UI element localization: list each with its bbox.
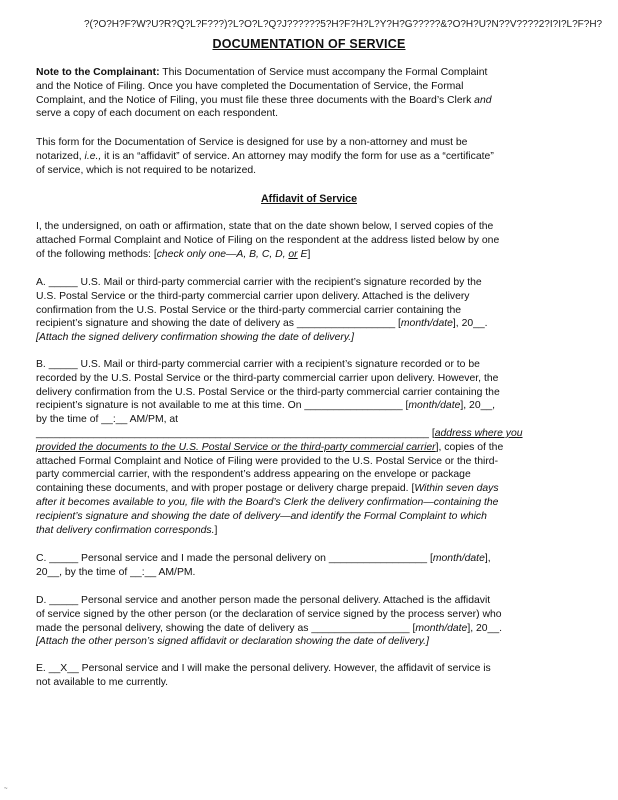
section-b-line-10b: Within seven days <box>414 483 499 495</box>
section-a-instruction: [Attach the signed delivery confirmation showing the date of delivery.] <box>36 332 355 344</box>
section-e-letter: E. <box>36 663 46 674</box>
section-c-line-1c: ], <box>484 553 491 564</box>
section-b-month-date: month/date <box>408 400 461 412</box>
section-b-line-1: B. _____ U.S. Mail or third-party commercial carrier with a recipient’s signature recorded or to be <box>36 359 480 370</box>
intro-line-2: attached Formal Complaint and Notice of Filing on the respondent at the address listed below by one <box>36 234 500 246</box>
section-a-line-3: confirmation from the U.S. Postal Service or the third-party commercial carrier containing the <box>36 304 462 316</box>
section-b-address-label: address where you <box>434 427 523 439</box>
section-d-line-3a: made the personal delivery, showing the date of delivery as _________________ [ <box>36 622 416 634</box>
section-b-line-13b: ] <box>214 524 218 536</box>
section-c-line-1a: C. _____ Personal service and I made the personal delivery on _________________ [ <box>36 553 433 564</box>
note-line-3: Complaint, and the Notice of Filing, you must file these three documents with the Board’s Clerk <box>36 94 472 106</box>
section-b-line-4c: ], 20__, <box>460 400 496 412</box>
section-d <box>36 594 588 649</box>
form-info-line-2: it is an “affidavit” of service. An attorney may modify the form for use as a “certificate” <box>104 150 494 162</box>
section-d-instruction: [Attach the other person’s signed affidavit or declaration showing the date of delivery.] <box>36 636 429 648</box>
page-title: DOCUMENTATION OF SERVICE <box>212 37 406 51</box>
form-info-line-3: of service, which is not required to be notarized. <box>36 164 257 176</box>
section-c <box>36 552 588 580</box>
intro-bracket: ] <box>307 248 311 260</box>
note-line-3-italic: and <box>474 94 492 106</box>
section-d-line-3c: ], 20__. <box>467 622 503 634</box>
note-label: Note to the Complainant: <box>36 67 160 78</box>
section-b-line-6a: ____________________________________________________________________ [ <box>36 427 435 439</box>
note-line-2: and the Notice of Filing. Once you have completed the Documentation of Service, the Formal <box>36 80 464 92</box>
footer-mark: ~ <box>4 786 8 792</box>
section-e <box>36 662 588 690</box>
section-c-month-date: month/date <box>432 553 485 564</box>
note-line-1: This Documentation of Service must accompany the Formal Complaint <box>162 67 488 78</box>
intro-check-only-one: check only one—A, B, C, D, <box>156 248 286 260</box>
section-b-line-8: attached Formal Complaint and Notice of Filing were provided to the U.S. Postal Service or the third- <box>36 455 499 467</box>
section-c-line-2: 20__, by the time of __:__ AM/PM. <box>36 566 196 578</box>
section-a-line-2: U.S. Postal Service or the third-party commercial carrier upon delivery. Attached is the delivery <box>36 290 470 302</box>
section-b-line-12: recipient’s signature and showing the date of delivery—and identify the Formal Complaint to which <box>36 510 487 522</box>
section-e-line-1: Personal service and I will make the personal delivery. However, the affidavit of service is <box>81 663 491 674</box>
section-b-line-13a: that delivery confirmation corresponds. <box>36 524 215 536</box>
section-b-line-2: recorded by the U.S. Postal Service or the third-party commercial carrier upon delivery. However, the <box>36 372 499 384</box>
section-b-line-10a: containing these documents, and with proper postage or delivery charge prepaid. [ <box>36 483 415 495</box>
section-a <box>36 276 588 345</box>
section-b-line-3: delivery confirmation from the U.S. Postal Service or the third-party commercial carrier containing the <box>36 386 500 398</box>
intro-line-1: I, the undersigned, on oath or affirmation, state that on the date shown below, I served copies of the <box>36 221 494 232</box>
intro-e: E <box>300 248 308 260</box>
form-info-line-1: This form for the Documentation of Service is designed for use by a non-attorney and must be <box>36 137 468 148</box>
note-paragraph <box>36 66 588 121</box>
section-b-line-5: by the time of __:__ AM/PM, at <box>36 414 179 426</box>
section-b-line-7b: ], copies of the <box>435 441 504 453</box>
intro-or: or <box>288 248 298 260</box>
intro-line-3a: of the following methods: [ <box>36 248 157 260</box>
section-b-line-4a: recipient’s signature is not available to me at this time. On _________________ [ <box>36 400 409 412</box>
section-b <box>36 358 588 537</box>
form-info-notarized: notarized, <box>36 150 82 162</box>
section-a-line-1: A. _____ U.S. Mail or third-party commercial carrier with the recipient’s signature recorded by the <box>36 277 482 288</box>
affidavit-heading: Affidavit of Service <box>261 193 357 205</box>
section-e-checkmark: __X__ <box>48 663 79 674</box>
intro-paragraph <box>36 220 588 261</box>
form-info-ie: i.e., <box>84 150 102 162</box>
section-a-line-4c: ], 20__. <box>452 318 488 330</box>
note-line-4: serve a copy of each document on each respondent. <box>36 108 279 120</box>
section-a-month-date: month/date <box>400 318 453 330</box>
section-d-month-date: month/date <box>415 622 468 634</box>
section-b-line-9: party commercial carrier, with the respondent’s address appearing on the envelope or package <box>36 469 471 481</box>
section-a-line-4a: recipient’s signature and showing the date of delivery as _________________ [ <box>36 318 401 330</box>
garbled-header-text: ?(?O?H?F?W?U?R?Q?L?F???)?L?O?L?Q?J??????5?H?F?H?L?Y?H?G?????&?O?H?U?N??V????2?I?I?L?F?H? <box>84 19 603 30</box>
form-info-paragraph <box>36 136 588 177</box>
section-d-line-1: D. _____ Personal service and another person made the personal delivery. Attached is the affidavit <box>36 595 491 606</box>
section-b-line-11: after it becomes available to you, file with the Board’s Clerk the delivery confirmation—containing the <box>36 496 499 508</box>
section-d-line-2: of service signed by the other person (or the declaration of service signed by the process server) who <box>36 608 502 620</box>
section-b-address-label-cont: provided the documents to the U.S. Postal Service or the third-party commercial carrier <box>36 441 436 453</box>
section-e-line-2: not available to me currently. <box>36 676 169 688</box>
